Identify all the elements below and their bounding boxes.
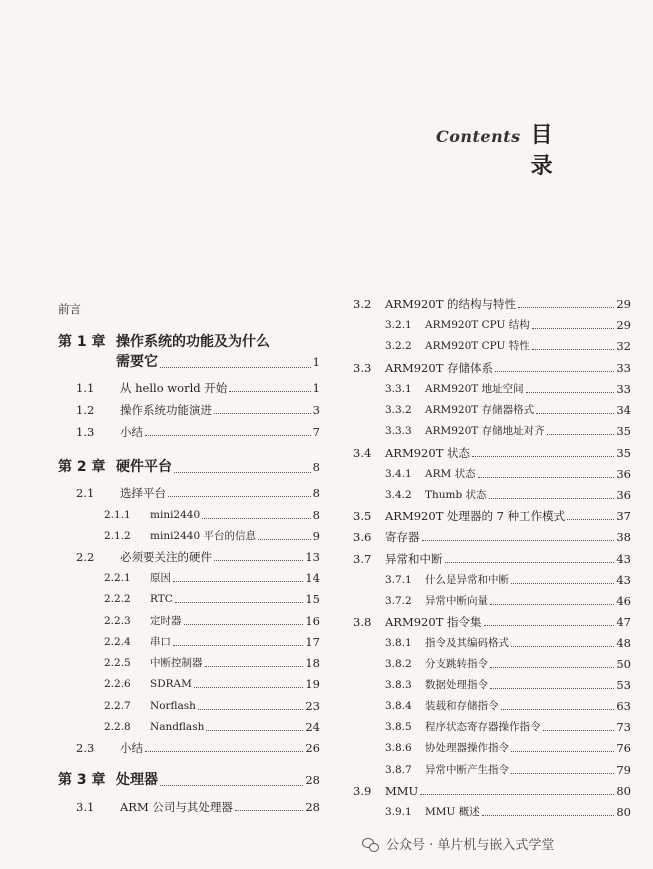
toc-page-number: 34: [616, 403, 631, 417]
leader-dots: [495, 371, 614, 372]
toc-entry-number: 3.2.2: [385, 340, 412, 352]
toc-subsection[interactable]: [353, 805, 631, 819]
toc-section[interactable]: [353, 297, 631, 311]
toc-page-number: 18: [305, 656, 320, 670]
toc-page-number: 8: [312, 508, 320, 522]
toc-subsection[interactable]: [58, 529, 320, 543]
leader-dots: [482, 815, 615, 816]
toc-page-number: 29: [616, 318, 631, 332]
toc-subsection[interactable]: [58, 592, 320, 606]
toc-entry-number: 2.1.1: [104, 509, 131, 521]
leader-dots: [205, 666, 304, 667]
toc-chapter[interactable]: [58, 771, 320, 789]
toc-entry-number: 2.2.2: [104, 593, 131, 605]
leader-dots: [214, 413, 311, 414]
contents-script-label: Contents: [436, 127, 521, 146]
toc-entry-number: 2.2.5: [104, 657, 131, 669]
toc-section[interactable]: [58, 381, 320, 395]
toc-entry-number: 2.2.4: [104, 636, 131, 648]
leader-dots: [214, 560, 303, 561]
toc-entry-title: 操作系统的功能及为什么: [116, 334, 270, 350]
toc-page-number: 17: [305, 635, 320, 649]
toc-entry-title: 硬件平台: [116, 459, 172, 475]
toc-entry-title: 前言: [58, 302, 81, 316]
toc-entry-number: 3.3.2: [385, 404, 412, 416]
wechat-icon: [362, 837, 380, 851]
toc-entry-title: mini2440 平台的信息: [150, 530, 256, 542]
toc-entry-title: 定时器: [150, 615, 182, 627]
toc-entry-number: 2.2: [76, 550, 95, 564]
leader-dots: [445, 562, 615, 563]
toc-entry-number: 3.4.1: [385, 468, 412, 480]
toc-page-number: 16: [305, 614, 320, 628]
toc-entry-title: 分支跳转指令: [425, 658, 488, 670]
toc-entry-title: ARM 状态: [425, 468, 476, 480]
toc-entry-number: 2.2.7: [104, 700, 131, 712]
toc-section[interactable]: [58, 403, 320, 417]
toc-section[interactable]: [353, 784, 631, 798]
toc-subsection[interactable]: [353, 573, 631, 587]
leader-dots: [175, 602, 304, 603]
toc-subsection[interactable]: [353, 741, 631, 755]
toc-page-number: 9: [312, 529, 320, 543]
toc-section[interactable]: [353, 446, 631, 460]
leader-dots: [160, 785, 303, 786]
toc-entry-number: 2.3: [76, 741, 95, 755]
toc-page-number: 38: [616, 530, 631, 544]
toc-subsection[interactable]: [58, 720, 320, 734]
toc-entry-title: ARM920T 存储器格式: [425, 404, 535, 416]
toc-entry-number: 3.7.1: [385, 574, 412, 586]
toc-entry-number: 3.9: [353, 784, 372, 798]
toc-page-number: 23: [305, 699, 320, 713]
toc-subsection[interactable]: [353, 318, 631, 332]
toc-page-number: 3: [312, 403, 320, 417]
toc-page-number: 53: [616, 678, 631, 692]
toc-page-number: 35: [616, 424, 631, 438]
toc-entry-title: ARM920T 存储地址对齐: [425, 425, 545, 437]
toc-entry-number: 第 3 章: [58, 772, 106, 788]
toc-entry-number: 3.5: [353, 509, 372, 523]
toc-page-number: 13: [305, 550, 320, 564]
toc-chapter[interactable]: [58, 333, 320, 351]
toc-entry-number: 2.2.1: [104, 572, 131, 584]
leader-dots: [168, 496, 311, 497]
toc-entry-title: ARM 公司与其处理器: [120, 800, 233, 814]
toc-entry-number: 3.6: [353, 530, 372, 544]
leader-dots: [229, 391, 310, 392]
contents-header: [436, 118, 653, 180]
toc-subsection[interactable]: [58, 656, 320, 670]
toc-entry-number: 2.2.3: [104, 615, 131, 627]
toc-entry-number: 2.1.2: [104, 530, 131, 542]
toc-subsection[interactable]: [58, 635, 320, 649]
leader-dots: [422, 540, 615, 541]
toc-entry-title: 串口: [150, 636, 171, 648]
toc-section[interactable]: [353, 530, 631, 544]
toc-page-number: 28: [305, 800, 320, 814]
toc-entry-number: 1.1: [76, 381, 95, 395]
toc-entry-title: 小结: [120, 425, 143, 439]
toc-entry-title: Nandflash: [150, 721, 205, 733]
toc-entry-number: 3.4: [353, 446, 372, 460]
toc-page-number: 35: [616, 446, 631, 460]
toc-entry-number: 3.4.2: [385, 489, 412, 501]
toc-entry-title: MMU 概述: [425, 806, 480, 818]
toc-entry-number: 3.3.1: [385, 383, 412, 395]
toc-subsection[interactable]: [58, 677, 320, 691]
toc-entry-title: 寄存器: [385, 530, 420, 544]
leader-dots: [532, 328, 615, 329]
toc-page-number: 48: [616, 636, 631, 650]
toc-entry-title: 异常中断产生指令: [425, 764, 509, 776]
toc-subsection[interactable]: [353, 699, 631, 713]
toc-subsection[interactable]: [58, 571, 320, 585]
toc-entry-title: 数据处理指令: [425, 679, 488, 691]
toc-page-number: 32: [616, 339, 631, 353]
toc-entry-title: Thumb 状态: [425, 489, 487, 501]
toc-entry-number: 3.8.3: [385, 679, 412, 691]
toc-entry-title: 异常中断向量: [425, 595, 488, 607]
toc-entry-title: RTC: [150, 593, 173, 605]
toc-entry-title: 小结: [120, 741, 143, 755]
leader-dots: [235, 810, 303, 811]
toc-section[interactable]: [58, 425, 320, 439]
toc-entry-title: ARM920T CPU 特性: [425, 340, 530, 352]
watermark: [362, 834, 554, 853]
leader-dots: [173, 645, 303, 646]
toc-page-number: 7: [312, 425, 320, 439]
toc-entry-number: 1.2: [76, 403, 95, 417]
toc-page-number: 73: [616, 720, 631, 734]
leader-dots: [490, 688, 614, 689]
leader-dots: [543, 730, 615, 731]
toc-entry-title: 异常和中断: [385, 552, 443, 566]
toc-subsection[interactable]: [58, 614, 320, 628]
leader-dots: [511, 751, 614, 752]
toc-page-number: 36: [616, 488, 631, 502]
toc-page-number: 33: [616, 361, 631, 375]
leader-dots: [490, 604, 614, 605]
toc-page-number: 8: [312, 460, 320, 474]
leader-dots: [532, 349, 615, 350]
toc-page-number: 33: [616, 382, 631, 396]
toc-entry-title: 原因: [150, 572, 171, 584]
toc-entry-number: 3.1: [76, 800, 95, 814]
toc-page-number: 19: [305, 677, 320, 691]
toc-entry-title: 从 hello world 开始: [120, 381, 228, 395]
leader-dots: [160, 367, 311, 368]
toc-subsection[interactable]: [353, 657, 631, 671]
toc-subsection[interactable]: [353, 763, 631, 777]
leader-dots: [198, 709, 303, 710]
toc-entry-title: 操作系统功能演进: [120, 403, 212, 417]
toc-page-number: 14: [305, 571, 320, 585]
leader-dots: [420, 794, 614, 795]
toc-page-number: 26: [305, 741, 320, 755]
toc-page-number: 28: [305, 773, 320, 787]
leader-dots: [145, 751, 303, 752]
leader-dots: [206, 730, 303, 731]
toc-entry-number: 3.8.6: [385, 742, 412, 754]
toc-entry-title: 处理器: [116, 772, 158, 788]
leader-dots: [511, 773, 614, 774]
toc-entry-number: 3.3: [353, 361, 372, 375]
toc-chapter[interactable]: [58, 458, 320, 476]
toc-page-number: 76: [616, 741, 631, 755]
toc-entry-number: 3.8: [353, 615, 372, 629]
toc-entry-title: ARM920T 状态: [385, 446, 471, 460]
toc-section[interactable]: [353, 361, 631, 375]
leader-dots: [511, 646, 614, 647]
toc-page-number: 15: [305, 592, 320, 606]
watermark-text: 公众号 · 单片机与嵌入式学堂: [386, 838, 555, 853]
toc-entry-title: 指令及其编码格式: [425, 637, 509, 649]
toc-entry-continuation[interactable]: [116, 353, 320, 371]
toc-entry-title: 程序状态寄存器操作指令: [425, 721, 541, 733]
toc-entry-number: 第 1 章: [58, 334, 106, 350]
toc-subsection[interactable]: [353, 488, 631, 502]
toc-subsection[interactable]: [353, 382, 631, 396]
toc-page-number: 80: [616, 784, 631, 798]
toc-entry-number: 3.8.4: [385, 700, 412, 712]
toc-entry-title: ARM920T 存储体系: [385, 361, 494, 375]
leader-dots: [145, 435, 311, 436]
leader-dots: [518, 307, 614, 308]
leader-dots: [547, 434, 615, 435]
toc-entry-title: MMU: [385, 784, 419, 798]
leader-dots: [489, 498, 615, 499]
toc-section[interactable]: [353, 615, 631, 629]
toc-page-number: 24: [305, 720, 320, 734]
toc-subsection[interactable]: [353, 594, 631, 608]
toc-entry-title: 必须要关注的硬件: [120, 550, 212, 564]
leader-dots: [184, 624, 304, 625]
leader-dots: [501, 709, 615, 710]
toc-entry-title: ARM920T 地址空间: [425, 383, 524, 395]
toc-subsection[interactable]: [58, 699, 320, 713]
toc-section[interactable]: [353, 509, 631, 523]
toc-entry-number: 3.8.5: [385, 721, 412, 733]
toc-subsection[interactable]: [353, 424, 631, 438]
toc-subsection[interactable]: [353, 678, 631, 692]
toc-page-number: 79: [616, 763, 631, 777]
toc-page-number: 37: [616, 509, 631, 523]
leader-dots: [478, 477, 615, 478]
toc-entry-title: SDRAM: [150, 678, 192, 690]
toc-subsection[interactable]: [353, 467, 631, 481]
toc-entry-number: 3.8.7: [385, 764, 412, 776]
toc-page-number: 46: [616, 594, 631, 608]
toc-entry-title: 装载和存储指令: [425, 700, 499, 712]
toc-entry-number: 2.1: [76, 486, 95, 500]
leader-dots: [526, 392, 615, 393]
leader-dots: [490, 667, 614, 668]
toc-entry-title: 选择平台: [120, 486, 166, 500]
toc-entry-number: 2.2.8: [104, 721, 131, 733]
toc-entry-title: ARM920T 指令集: [385, 615, 482, 629]
page-title: 目 录: [530, 123, 583, 179]
toc-subsection[interactable]: [353, 720, 631, 734]
leader-dots: [174, 472, 311, 473]
leader-dots: [194, 687, 304, 688]
toc-subsection[interactable]: [353, 403, 631, 417]
toc-section[interactable]: [353, 552, 631, 566]
leader-dots: [484, 625, 615, 626]
toc-page-number: 43: [616, 573, 631, 587]
toc-page-number: 47: [616, 615, 631, 629]
toc-entry-number: 3.7: [353, 552, 372, 566]
toc-entry-number: 3.2.1: [385, 319, 412, 331]
toc-entry-title: ARM920T 的结构与特性: [385, 297, 517, 311]
leader-dots: [536, 413, 614, 414]
toc-section[interactable]: [58, 800, 320, 814]
leader-dots: [173, 581, 303, 582]
toc-subsection[interactable]: [353, 339, 631, 353]
toc-page-number: 43: [616, 552, 631, 566]
leader-dots: [202, 518, 311, 519]
toc-subsection[interactable]: [353, 636, 631, 650]
leader-dots: [511, 583, 614, 584]
toc-entry-title: Norflash: [150, 700, 196, 712]
toc-entry-number: 1.3: [76, 425, 95, 439]
toc-page-number: 1: [312, 381, 320, 395]
toc-entry-title: 需要它: [116, 354, 158, 370]
toc-page-number: 80: [616, 805, 631, 819]
toc-entry-title: mini2440: [150, 509, 201, 521]
toc-preface[interactable]: [58, 302, 320, 316]
toc-page-number: 1: [312, 355, 320, 369]
leader-dots: [258, 539, 311, 540]
toc-subsection[interactable]: [58, 508, 320, 522]
toc-entry-number: 2.2.6: [104, 678, 131, 690]
toc-page-number: 8: [312, 486, 320, 500]
toc-page-number: 63: [616, 699, 631, 713]
toc-entry-number: 3.8.1: [385, 637, 412, 649]
toc-entry-number: 第 2 章: [58, 459, 106, 475]
toc-page-number: 29: [616, 297, 631, 311]
toc-entry-number: 3.2: [353, 297, 372, 311]
toc-section[interactable]: [58, 550, 320, 564]
toc-section[interactable]: [58, 486, 320, 500]
toc-page-number: 36: [616, 467, 631, 481]
toc-entry-number: 3.9.1: [385, 806, 412, 818]
leader-dots: [567, 519, 614, 520]
toc-entry-number: 3.3.3: [385, 425, 412, 437]
leader-dots: [472, 456, 614, 457]
toc-section[interactable]: [58, 741, 320, 755]
toc-entry-title: 协处理器操作指令: [425, 742, 509, 754]
toc-entry-title: ARM920T 处理器的 7 种工作模式: [385, 509, 566, 523]
toc-entry-title: 中断控制器: [150, 657, 203, 669]
toc-entry-number: 3.7.2: [385, 595, 412, 607]
toc-entry-title: ARM920T CPU 结构: [425, 319, 530, 331]
toc-entry-number: 3.8.2: [385, 658, 412, 670]
toc-entry-title: 什么是异常和中断: [425, 574, 509, 586]
toc-page-number: 50: [616, 657, 631, 671]
